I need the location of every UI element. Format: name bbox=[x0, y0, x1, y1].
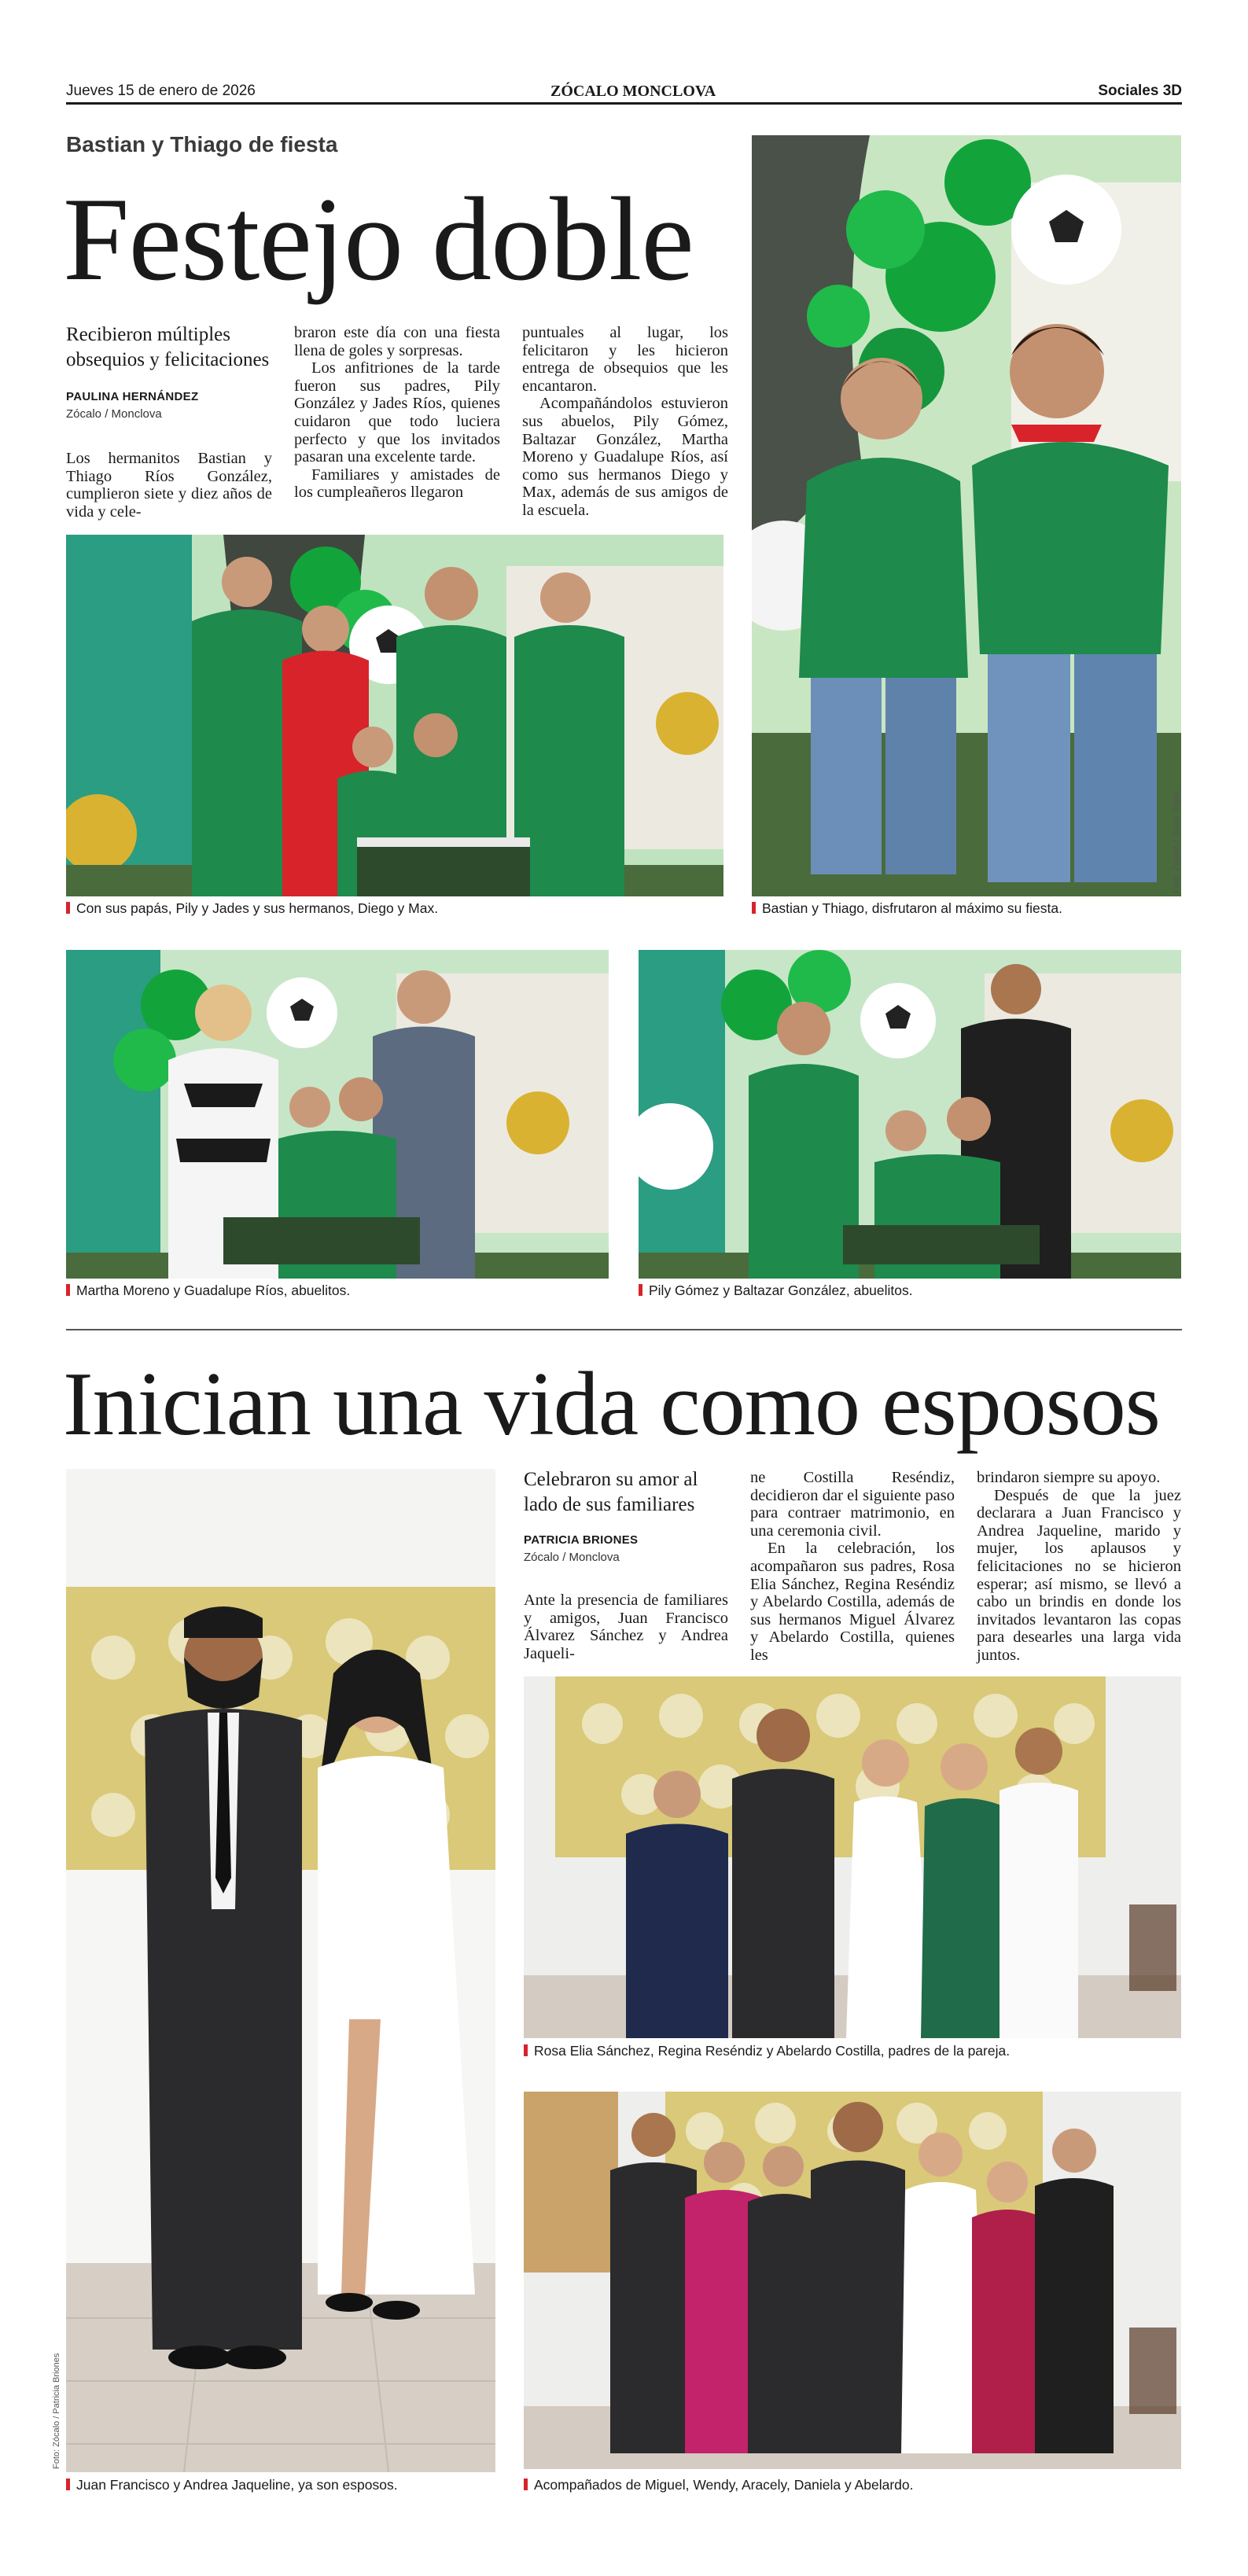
newspaper-name: ZÓCALO MONCLOVA bbox=[550, 83, 716, 100]
photo-siblings bbox=[524, 2092, 1181, 2469]
story1-col1-text: Los hermanitos Bastian y Thiago Ríos González, cumplieron siete y diez años de vida y cele- bbox=[66, 450, 272, 521]
caption-family bbox=[66, 900, 438, 917]
story1-headline: Festejo doble bbox=[63, 173, 694, 305]
story1-col2-p1: braron este día con una fiesta llena de goles y sorpresas. bbox=[294, 324, 500, 359]
caption-text: Con sus papás, Pily y Jades y sus hermanos, Diego y Max. bbox=[76, 900, 439, 916]
story2-col3-p2: Después de que la juez declarara a Juan Francisco y Andrea Jaqueline, marido y mujer, los aplausos y felicitaciones no se hicieron esperar; así mismo, se llevó a cabo un brindis en donde los invitados levantaron las copas para desearles una larga vida juntos. bbox=[977, 1486, 1181, 1664]
caption-grandparents-2 bbox=[639, 1282, 913, 1299]
photo-parents bbox=[524, 1676, 1181, 2038]
photo-couple bbox=[66, 1469, 495, 2472]
caption-marker bbox=[752, 902, 756, 914]
caption-grandparents-1 bbox=[66, 1282, 350, 1299]
caption-text: Pily Gómez y Baltazar González, abuelitos. bbox=[649, 1282, 913, 1298]
caption-parents bbox=[524, 2043, 1010, 2059]
story2-column-1 bbox=[524, 1592, 728, 1662]
photo-grandparents-moreno-rios bbox=[66, 950, 609, 1279]
caption-couple bbox=[66, 2477, 398, 2493]
story2-headline: Inician una vida como esposos bbox=[63, 1354, 1160, 1455]
caption-marker bbox=[66, 2478, 70, 2490]
issue-date: Jueves 15 de enero de 2026 bbox=[66, 83, 256, 99]
story2-place: Zócalo / Monclova bbox=[524, 1551, 620, 1564]
story2-column-2 bbox=[750, 1469, 955, 1665]
story1-col3-p2: Acompañándolos estuvieron sus abuelos, Pily Gómez, Baltazar González, Martha Moreno y Guadalupe Ríos, así como sus hermanos Diego y Max, además de sus amigos de la escuela. bbox=[522, 395, 728, 519]
caption-marker bbox=[524, 2478, 528, 2490]
story1-photo-credit: Foto: Zócalo / Jesús Rojas bbox=[1172, 790, 1181, 893]
story1-col3-p1: puntuales al lugar, los felicitaron y les hicieron entrega de obsequios que les encantaron. bbox=[522, 324, 728, 395]
story2-col1-text: Ante la presencia de familiares y amigos, Juan Francisco Álvarez Sánchez y Andrea Jaqueli- bbox=[524, 1592, 728, 1662]
story2-col2-p1: ne Costilla Reséndiz, decidieron dar el siguiente paso para contraer matrimonio, en una ceremonia civil. bbox=[750, 1469, 955, 1540]
caption-siblings bbox=[524, 2477, 914, 2493]
story2-subhead: Celebraron su amor al lado de sus familiares bbox=[524, 1469, 698, 1515]
caption-text: Acompañados de Miguel, Wendy, Aracely, Daniela y Abelardo. bbox=[534, 2477, 914, 2493]
story1-kicker: Bastian y Thiago de fiesta bbox=[66, 132, 338, 156]
story1-column-1 bbox=[66, 450, 272, 521]
story1-column-2 bbox=[294, 324, 500, 502]
caption-marker bbox=[66, 1284, 70, 1296]
story1-column-3 bbox=[522, 324, 728, 520]
caption-marker bbox=[66, 902, 70, 914]
header-rule bbox=[66, 102, 1182, 105]
story2-col2-p2: En la celebración, los acompañaron sus padres, Rosa Elia Sánchez, Regina Reséndiz y Abelardo Costilla, además de sus hermanos Miguel Álvarez y Abelardo Costilla, quienes les bbox=[750, 1540, 955, 1664]
photo-grandparents-gomez-gonzalez bbox=[639, 950, 1181, 1279]
story1-byline: PAULINA HERNÁNDEZ bbox=[66, 390, 199, 403]
story1-col2-p2: Los anfitriones de la tarde fueron sus padres, Pily González y Jades Ríos, quienes cuidaron que todo luciera perfecto y que los invitados pasaran una excelente tarde. bbox=[294, 359, 500, 466]
caption-text: Bastian y Thiago, disfrutaron al máximo su fiesta. bbox=[762, 900, 1062, 916]
photo-bastian-thiago bbox=[752, 135, 1181, 896]
caption-marker bbox=[524, 2044, 528, 2056]
photo-family bbox=[66, 535, 723, 896]
caption-text: Martha Moreno y Guadalupe Ríos, abuelitos. bbox=[76, 1282, 351, 1298]
story1-subhead: Recibieron múltiples obsequios y felicitaciones bbox=[66, 324, 270, 370]
story-divider bbox=[66, 1329, 1182, 1330]
caption-bastian-thiago bbox=[752, 900, 1062, 917]
story2-byline: PATRICIA BRIONES bbox=[524, 1533, 639, 1547]
story1-col2-p3: Familiares y amistades de los cumpleañeros llegaron bbox=[294, 466, 500, 502]
caption-text: Juan Francisco y Andrea Jaqueline, ya son esposos. bbox=[76, 2477, 398, 2493]
story2-col3-p1: brindaron siempre su apoyo. bbox=[977, 1469, 1161, 1486]
caption-marker bbox=[639, 1284, 642, 1296]
caption-text: Rosa Elia Sánchez, Regina Reséndiz y Abelardo Costilla, padres de la pareja. bbox=[534, 2043, 1011, 2059]
story2-column-3 bbox=[977, 1469, 1181, 1665]
section-label: Sociales 3D bbox=[1098, 83, 1182, 99]
story2-photo-credit: Foto: Zócalo / Patricia Briones bbox=[52, 2353, 61, 2469]
story1-place: Zócalo / Monclova bbox=[66, 407, 162, 421]
